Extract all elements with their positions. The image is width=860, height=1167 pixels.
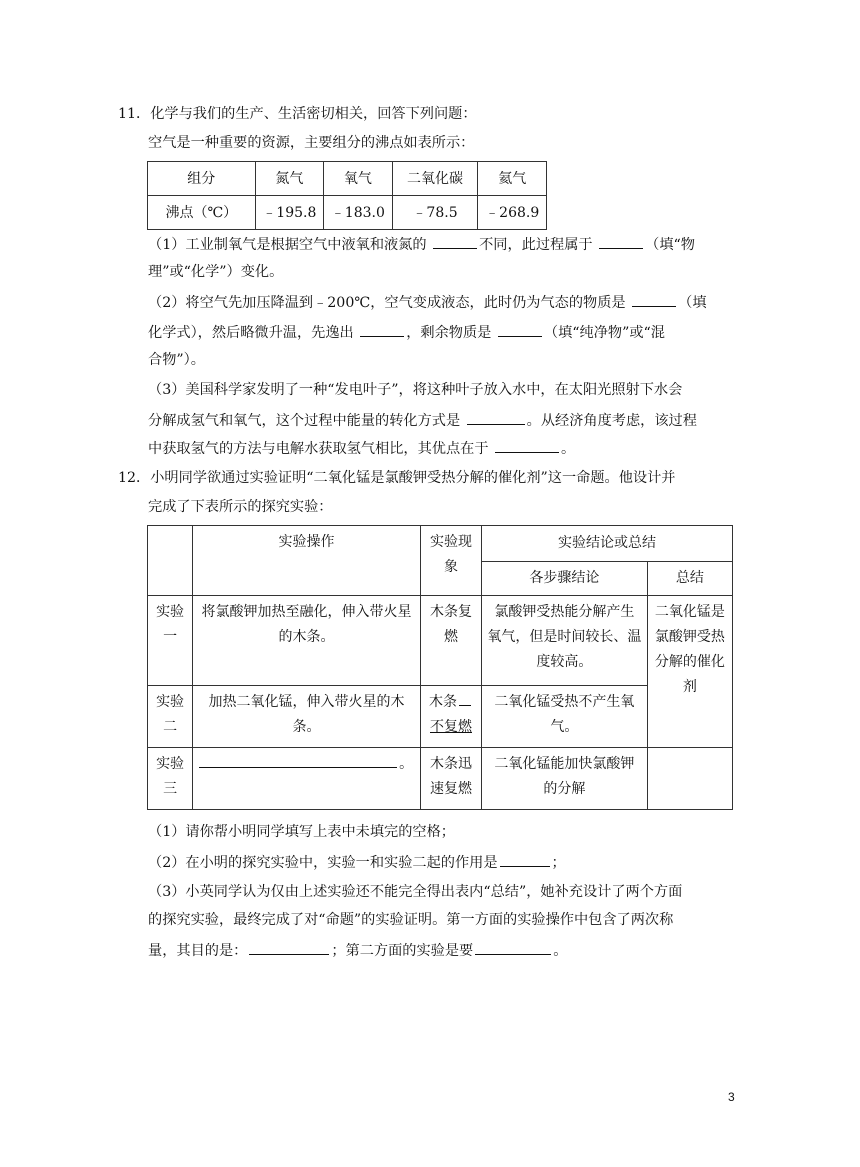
q12-sub1: （1）请你帮小明同学填写上表中未填完的空格； <box>148 824 455 840</box>
q11-part2-line3: 合物”）。 <box>148 352 205 368</box>
answer-blank[interactable] <box>500 852 550 867</box>
text: 化学式），然后略微升温，先逸出 <box>148 325 359 341</box>
q11-stem: 11．化学与我们的生产、生活密切相关，回答下列问题： <box>118 106 477 122</box>
table-cell: ﹣195.8 <box>255 196 324 230</box>
answer-blank[interactable] <box>475 940 551 955</box>
text: 木条迅 <box>430 756 472 772</box>
text: 象 <box>444 559 458 575</box>
text: ；第二方面的实验是要 <box>331 943 474 959</box>
text: 分解的催化 <box>654 654 725 670</box>
text: 实验 <box>156 604 185 620</box>
text: 二氧化锰受热不产生氧 <box>494 694 635 710</box>
exp1-operation <box>193 596 421 686</box>
text: 不同，此过程属于 <box>479 237 598 253</box>
q12-sub3-line3 <box>148 940 567 961</box>
exp3-conclusion <box>482 748 648 810</box>
text: 的木条。 <box>278 629 335 645</box>
text: （2）在小明的探究实验中，实验一和实验二起的作用是 <box>148 855 498 871</box>
text: 气。 <box>550 719 579 735</box>
answer-blank[interactable] <box>360 322 404 337</box>
text: 实验 <box>156 756 185 772</box>
text: 。 <box>399 756 414 772</box>
table-cell: ﹣183.0 <box>324 196 393 230</box>
experiment-table <box>147 525 733 810</box>
q11-intro: 空气是一种重要的资源，主要组分的沸点如表所示： <box>148 135 475 151</box>
text: 速复燃 <box>430 781 472 797</box>
answer-blank[interactable] <box>459 691 471 706</box>
answer-blank[interactable] <box>249 940 329 955</box>
text: 中获取氢气的方法与电解水获取氢气相比，其优点在于 <box>148 441 494 457</box>
text: （填“纯净物”或“混 <box>543 325 665 341</box>
q12-stem-line1: 12．小明同学欲通过实验证明“二氧化锰是氯酸钾受热分解的催化剂”这一命题。他设计并 <box>118 470 676 486</box>
q12-sub3-line1: （3）小英同学认为仅由上述实验还不能完全得出表内“总结”，她补充设计了两个方面 <box>148 884 683 900</box>
exp2-phenomenon <box>420 686 481 748</box>
column-header-step-conclusion: 各步骤结论 <box>482 562 648 596</box>
table-cell: ﹣268.9 <box>478 196 547 230</box>
q11-part3-line2 <box>148 410 697 431</box>
column-header-conclusion: 实验结论或总结 <box>482 526 733 562</box>
q12-sub3-line2: 的探究实验，最终完成了对“命题”的实验证明。第一方面的实验操作中包含了两次称 <box>148 912 674 928</box>
table-header-cell: 氧气 <box>324 162 393 196</box>
table-corner-cell <box>148 526 193 596</box>
q11-part1-line2: 理”或“化学”）变化。 <box>148 264 284 280</box>
text: 二氧化锰能加快氯酸钾 <box>494 756 635 772</box>
q11-part3-line3 <box>148 438 575 459</box>
column-header-phenomenon <box>420 526 481 596</box>
text: 实验 <box>156 694 185 710</box>
table-cell: ﹣78.5 <box>392 196 478 230</box>
text: 。从经济角度考虑，该过程 <box>526 413 697 429</box>
table-header-cell: 二氧化碳 <box>392 162 478 196</box>
text: 木条复 <box>430 604 472 620</box>
text: 。 <box>561 441 576 457</box>
exp2-operation <box>193 686 421 748</box>
text: 将氯酸钾加热至融化，伸入带火星 <box>201 604 412 620</box>
text: 氯酸钾受热 <box>654 629 725 645</box>
text: 的分解 <box>543 781 586 797</box>
q11-part1-line1 <box>148 234 695 255</box>
table-header-cell: 组分 <box>148 162 256 196</box>
filled-answer: 不复燃 <box>430 719 472 735</box>
summary-empty-cell <box>647 748 732 810</box>
exp1-phenomenon <box>420 596 481 686</box>
text: 实验现 <box>430 534 472 550</box>
text: （填“物 <box>645 237 695 253</box>
summary-cell <box>647 596 732 748</box>
text: 条。 <box>292 719 321 735</box>
row-label-exp1 <box>148 596 193 686</box>
text: 燃 <box>444 629 458 645</box>
answer-blank[interactable] <box>495 438 559 453</box>
exp3-operation <box>193 748 421 810</box>
column-header-summary: 总结 <box>647 562 732 596</box>
q11-part3-line1: （3）美国科学家发明了一种“发电叶子”，将这种叶子放入水中，在太阳光照射下水会 <box>148 382 683 398</box>
text: 度较高。 <box>536 654 593 670</box>
text <box>425 690 477 715</box>
text: 三 <box>163 781 178 797</box>
column-header-operation: 实验操作 <box>193 526 421 596</box>
q11-part2-line1 <box>148 292 707 313</box>
text: （2）将空气先加压降温到﹣200℃，空气变成液态，此时仍为气态的物质是 <box>148 295 631 311</box>
answer-blank[interactable] <box>199 753 397 768</box>
text: （填 <box>678 295 707 311</box>
answer-blank[interactable] <box>433 234 477 249</box>
text: 氯酸钾受热能分解产生 <box>494 604 635 620</box>
exp1-conclusion <box>482 596 648 686</box>
text: 量，其目的是： <box>148 943 248 959</box>
page-number: 3 <box>728 1090 735 1104</box>
answer-blank[interactable] <box>599 234 643 249</box>
text: 氧气，但是时间较长、温 <box>487 629 642 645</box>
answer-blank[interactable] <box>632 292 676 307</box>
table-cell: 沸点（℃） <box>148 196 256 230</box>
text: 加热二氧化锰，伸入带火星的木 <box>208 694 405 710</box>
boiling-point-table <box>147 161 547 230</box>
answer-blank[interactable] <box>467 410 525 425</box>
text: ； <box>551 855 566 871</box>
text: 二 <box>163 719 178 735</box>
text: 分解成氢气和氧气，这个过程中能量的转化方式是 <box>148 413 465 429</box>
text: （1）工业制氧气是根据空气中液氧和液氮的 <box>148 237 432 253</box>
row-label-exp3 <box>148 748 193 810</box>
table-header-cell: 氦气 <box>478 162 547 196</box>
answer-blank[interactable] <box>498 322 542 337</box>
q12-sub2 <box>148 852 566 873</box>
q11-part2-line2 <box>148 322 665 343</box>
exp2-conclusion <box>482 686 648 748</box>
text: ，剩余物质是 <box>406 325 496 341</box>
text: 二氧化锰是 <box>654 604 725 620</box>
row-label-exp2 <box>148 686 193 748</box>
text: 。 <box>553 943 568 959</box>
text: 一 <box>163 629 178 645</box>
table-header-cell: 氮气 <box>255 162 324 196</box>
q12-stem-line2: 完成了下表所示的探究实验： <box>148 499 333 515</box>
exp3-phenomenon <box>420 748 481 810</box>
text: 剂 <box>682 679 697 695</box>
text: 木条 <box>429 694 457 710</box>
